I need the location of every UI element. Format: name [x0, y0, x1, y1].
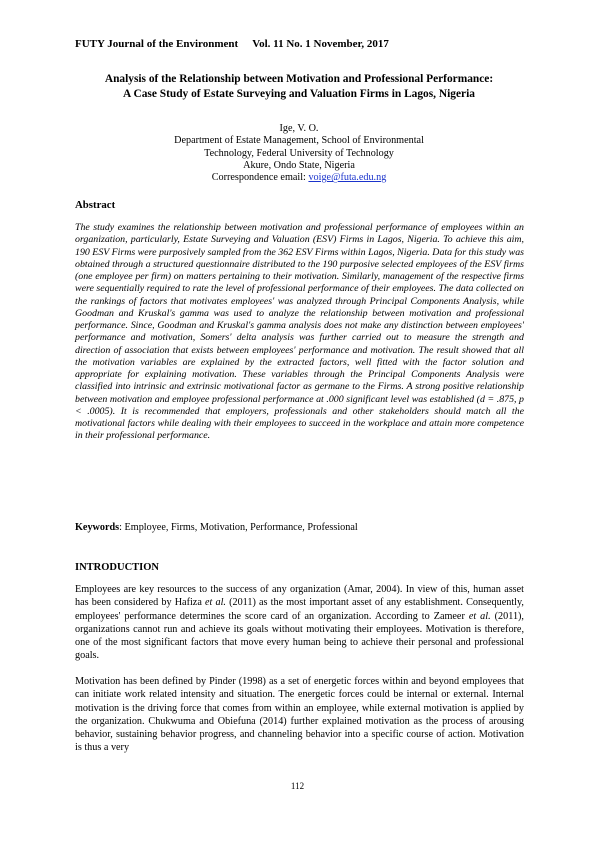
author-name: Ige, V. O.: [279, 123, 319, 134]
introduction-heading: INTRODUCTION: [75, 562, 160, 573]
abstract-heading: Abstract: [75, 199, 116, 211]
author-school: Technology, Federal University of Technology: [204, 147, 394, 159]
paper-title-line-1: Analysis of the Relationship between Motivation and Professional Performance:: [104, 73, 494, 85]
para1-text-b: (2011) as the most important asset of any establishment. Consequently, employees' performance determines the score card of an organization. According to Zameer: [75, 597, 524, 622]
para1-etal-2: et al.: [468, 610, 491, 622]
author-department: Department of Estate Management, School of Environmental: [174, 135, 424, 147]
keywords-label: Keywords: [75, 522, 120, 533]
correspondence-email-link[interactable]: voige@futa.edu.ng: [308, 172, 387, 184]
keywords-separator: :: [119, 522, 125, 533]
author-location: Akure, Ondo State, Nigeria: [243, 159, 355, 171]
page-number: 112: [290, 781, 305, 791]
journal-header: [75, 38, 389, 50]
introduction-paragraph-1: [75, 583, 524, 663]
journal-volume: Vol. 11 No. 1 November, 2017: [252, 38, 389, 50]
journal-name: FUTY Journal of the Environment: [75, 38, 239, 50]
introduction-paragraph-2: Motivation has been defined by Pinder (1998) as a set of energetic forces within and beyond employees that can initiate work related intensity and situation. The energetic forces could be internal or external. Internal motivation is the driving force that comes from within an employee, while external motivation is applied by the organization. Chukwuma and Obiefuna (2014) further explained motivation as the process of arousing behavior, sustaining behavior progress, and channeling behavior into a specific course of action. Motivation is thus a very: [75, 676, 524, 754]
para1-text-a: Employees are key resources to the success of any organization (Amar, 2004). In view of this, human asset has been considered by Hafiza: [75, 584, 524, 609]
correspondence-label: Correspondence email:: [211, 172, 309, 184]
author-block: [90, 123, 508, 184]
author-correspondence: [90, 172, 508, 184]
paper-title-line-2: A Case Study of Estate Surveying and Valuation Firms in Lagos, Nigeria: [123, 87, 475, 100]
para1-text-c: (2011), organizations cannot run and achieve its goals without motivating their employees. Motivation is therefore, one of the most significant factors that move every human being to achieve their personal and professional goals.: [75, 610, 524, 662]
abstract-body: The study examines the relationship between motivation and professional performance of employees within an organization, particularly, Estate Surveying and Valuation (ESV) Firms in Lagos, Nigeria. To achieve this aim, 190 ESV Firms were purposively sampled from the 362 ESV Firms within Lagos, Nigeria. Data for this study was obtained through a structured questionnaire distributed to the 190 purposive selected employees of the ESV firms (one employee per firm) on matters pertaining to their motivation. Similarly, management of the respective firms were sequentially required to rate the level of professional performance of their employees. The data collected on the rankings of factors that motivates employees' was analyzed through Principal Components Analysis, while Goodman and Kruskal's gamma was used to analyze the relationship between motivation and professional performance. Since, Goodman and Kruskal's gamma analysis does not make any distinction between employees' performance and motivation, Somers' delta analysis was further carried out to measure the strength and direction of association that exists between employees' performance and motivation. The result showed that all the motivation variables are explained by the extracted factors, well fitted with the factor solution and appropriate for explaining motivation. These variables through the Principal Components Analysis were classified into intrinsic and extrinsic motivational factor as germane to the Firms. A strong positive relationship between motivation and employee professional performance at .000 significant level was established (d = .875, p < .0005). It is recommended that employers, professionals and other stakeholders should match all the motivational factors while dealing with their employees to succeed in the workplace and attain more competence in their professional performance.: [75, 222, 524, 442]
keywords-list: Employee, Firms, Motivation, Performance, Professional: [124, 522, 358, 533]
para1-etal-1: et al.: [204, 597, 226, 609]
paper-title: [60, 72, 538, 101]
keywords-line: [75, 522, 358, 533]
